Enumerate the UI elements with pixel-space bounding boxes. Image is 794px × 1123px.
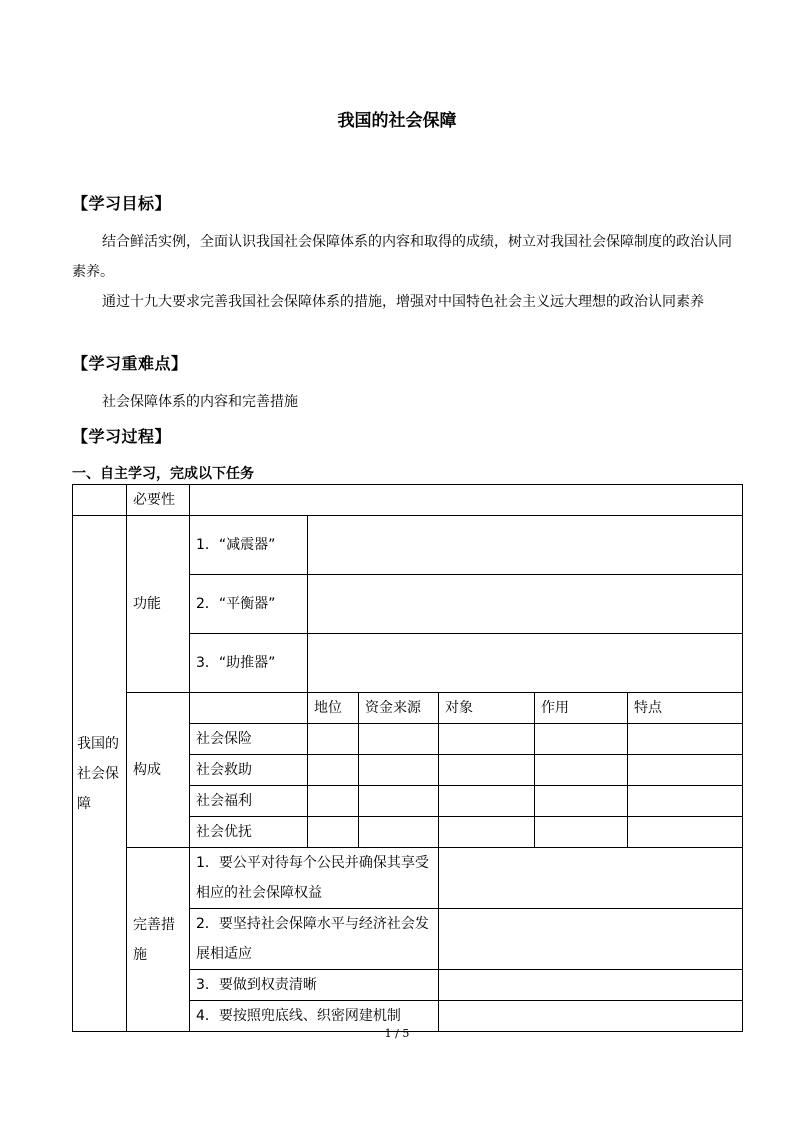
measures-label: 完善措施 bbox=[127, 848, 190, 1032]
table-cell bbox=[359, 724, 439, 755]
table-cell bbox=[628, 786, 743, 817]
table-cell bbox=[535, 755, 628, 786]
composition-row-label: 社会保险 bbox=[190, 724, 308, 755]
section-key-points: 【学习重难点】 bbox=[72, 354, 188, 373]
table-cell bbox=[308, 817, 359, 848]
table-cell bbox=[308, 724, 359, 755]
key-points-text: 社会保障体系的内容和完善措施 bbox=[102, 394, 298, 410]
table-cell bbox=[439, 817, 535, 848]
function-label: 功能 bbox=[127, 516, 190, 693]
necessity-label: 必要性 bbox=[127, 485, 190, 516]
table-cell bbox=[308, 634, 743, 693]
main-label: 我国的社会保障 bbox=[73, 516, 127, 1032]
table-cell bbox=[359, 817, 439, 848]
composition-header: 特点 bbox=[628, 693, 743, 724]
function-item: 3．“助推器” bbox=[190, 634, 308, 693]
table-cell bbox=[628, 817, 743, 848]
section-process: 【学习过程】 bbox=[72, 427, 172, 446]
measure-item: 2．要坚持社会保障水平与经济社会发展相适应 bbox=[190, 909, 439, 970]
composition-header: 对象 bbox=[439, 693, 535, 724]
table-cell bbox=[535, 817, 628, 848]
composition-header: 资金来源 bbox=[359, 693, 439, 724]
table-row bbox=[73, 693, 743, 724]
table-cell bbox=[190, 485, 743, 516]
table-cell bbox=[439, 970, 743, 1001]
document-title: 我国的社会保障 bbox=[337, 111, 457, 131]
table-cell bbox=[535, 786, 628, 817]
table-cell bbox=[308, 575, 743, 634]
table-cell bbox=[359, 786, 439, 817]
composition-header: 作用 bbox=[535, 693, 628, 724]
table-cell bbox=[308, 755, 359, 786]
table-row bbox=[73, 485, 743, 516]
composition-row-label: 社会福利 bbox=[190, 786, 308, 817]
objective-paragraph-1: 结合鲜活实例，全面认识我国社会保障体系的内容和取得的成绩，树立对我国社会保障制度的政治认同素养。 bbox=[72, 234, 732, 280]
measure-item: 4．要按照兜底线、织密网建机制 bbox=[190, 1001, 439, 1032]
section-objectives: 【学习目标】 bbox=[72, 194, 172, 213]
composition-row-label: 社会优抚 bbox=[190, 817, 308, 848]
table-row bbox=[73, 848, 743, 909]
table-cell bbox=[535, 724, 628, 755]
objective-paragraph-2: 通过十九大要求完善我国社会保障体系的措施，增强对中国特色社会主义远大理想的政治认同素养 bbox=[102, 294, 704, 310]
table-cell bbox=[439, 909, 743, 970]
table-cell bbox=[439, 755, 535, 786]
composition-header: 地位 bbox=[308, 693, 359, 724]
worksheet-table bbox=[72, 484, 743, 1032]
composition-label: 构成 bbox=[127, 693, 190, 848]
table-cell bbox=[190, 693, 308, 724]
table-cell bbox=[308, 516, 743, 575]
table-cell bbox=[359, 755, 439, 786]
function-item: 1．“减震器” bbox=[190, 516, 308, 575]
table-cell bbox=[308, 786, 359, 817]
function-item: 2．“平衡器” bbox=[190, 575, 308, 634]
measure-item: 3．要做到权责清晰 bbox=[190, 970, 439, 1001]
table-cell bbox=[73, 485, 127, 516]
page-number: 1 / 5 bbox=[384, 1027, 410, 1040]
table-cell bbox=[628, 724, 743, 755]
table-cell bbox=[439, 848, 743, 909]
table-cell bbox=[439, 786, 535, 817]
table-cell bbox=[628, 755, 743, 786]
task-heading: 一、自主学习，完成以下任务 bbox=[72, 466, 254, 482]
table-row bbox=[73, 516, 743, 575]
composition-row-label: 社会救助 bbox=[190, 755, 308, 786]
table-cell bbox=[439, 724, 535, 755]
measure-item: 1．要公平对待每个公民并确保其享受相应的社会保障权益 bbox=[190, 848, 439, 909]
